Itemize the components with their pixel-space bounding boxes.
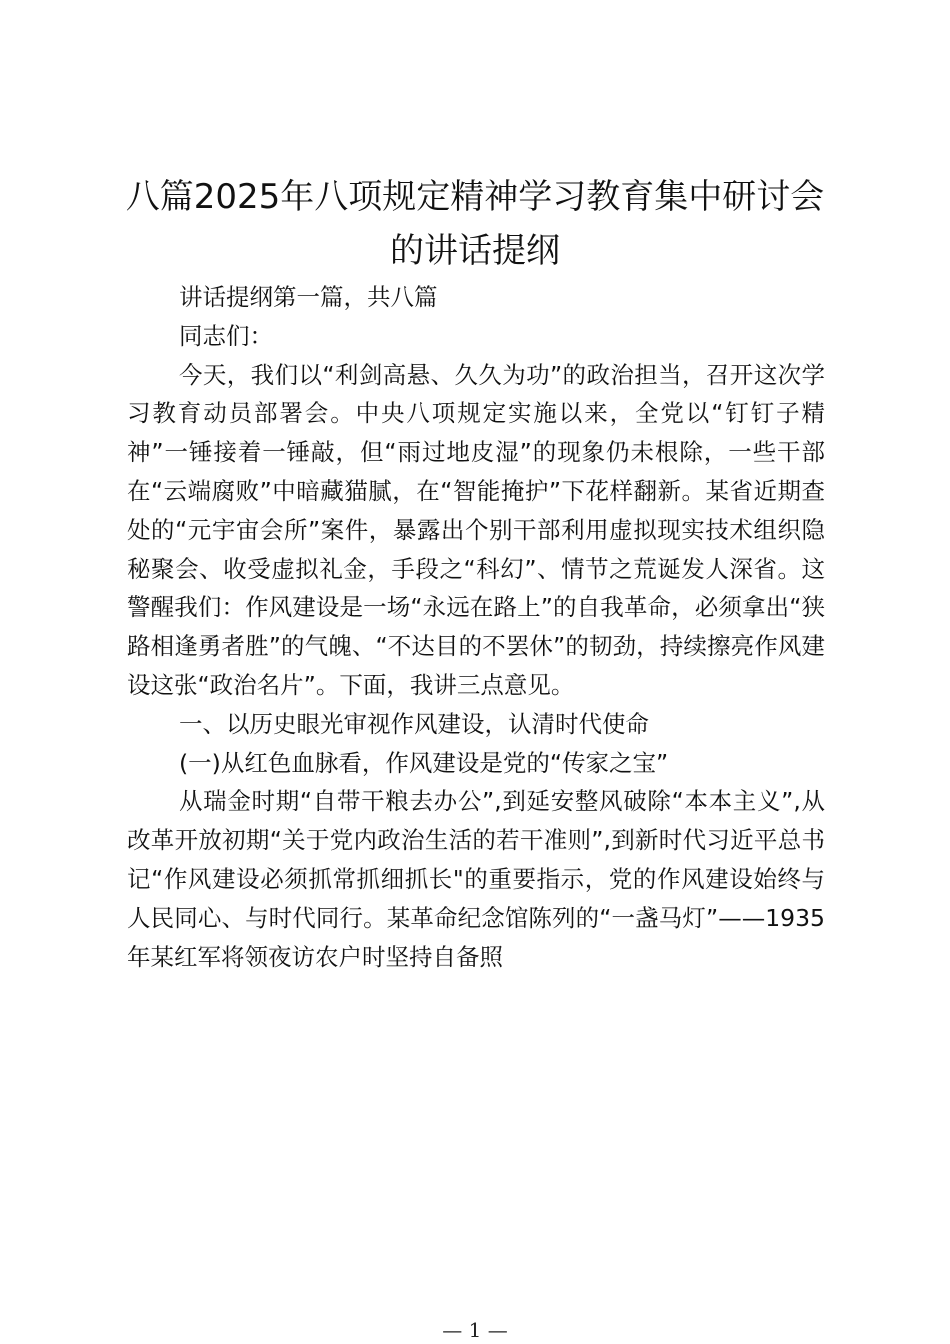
salutation: 同志们： [179,321,273,350]
page-number: — 1 — [442,1318,508,1342]
history-paragraph: 从瑞金时期“自带干粮去办公”,到延安整风破除“本本主义”,从改革开放初期“关于党内政治生活的若干准则”,到新时代习近平总书记“作风建设必须抓常抓细抓长"的重要指示，党的作风建设始终与人民同心、与时代同行。某革命纪念馆陈列的“一盏马灯”——1935年某红军将领夜访农户时坚持自备照 [127,787,825,971]
subsection-heading-1: (一)从红色血脉看，作风建设是党的“传家之宝” [179,748,669,777]
document-body [127,278,825,976]
opening-paragraph: 今天，我们以“利剑高悬、久久为功”的政治担当，召开这次学习教育动员部署会。中央八项规定实施以来，全党以“钉钉子精神”一锤接着一锤敲，但“雨过地皮湿”的现象仍未根除，一些干部在“云端腐败”中暗藏猫腻，在“智能掩护”下花样翻新。某省近期查处的“元宇宙会所”案件，暴露出个别干部利用虚拟现实技术组织隐秘聚会、收受虚拟礼金，手段之“科幻”、情节之荒诞发人深省。这警醒我们：作风建设是一场“永远在路上”的自我革命，必须拿出“狭路相逢勇者胜”的气魄、“不达目的不罢休”的韧劲，持续擦亮作风建设这张“政治名片”。下面，我讲三点意见。 [127,360,825,699]
document-title: 八篇2025年八项规定精神学习教育集中研讨会的讲话提纲 [125,177,825,271]
series-note: 讲话提纲第一篇，共八篇 [179,283,438,311]
section-heading-1: 一、以历史眼光审视作风建设，认清时代使命 [179,709,649,738]
